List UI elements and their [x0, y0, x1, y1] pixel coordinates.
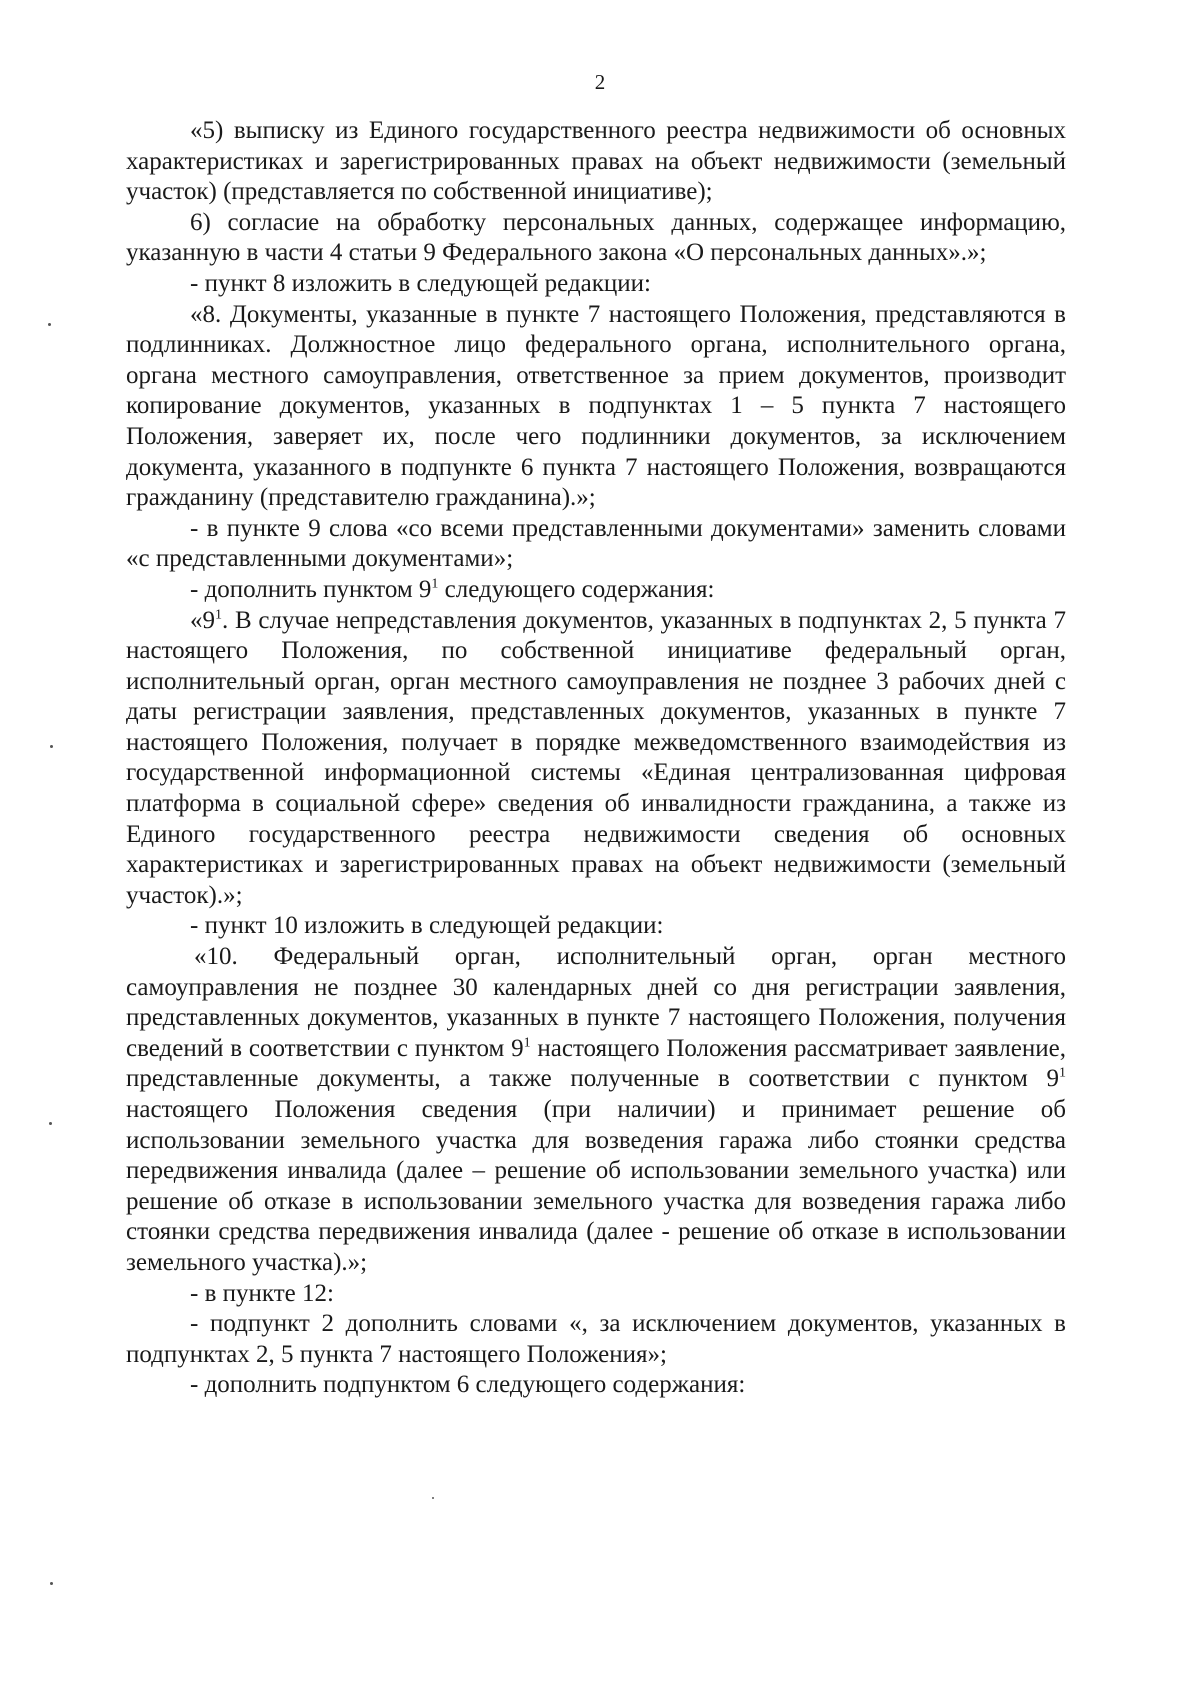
scan-artifact — [49, 1122, 52, 1125]
superscript: 1 — [523, 1035, 531, 1051]
paragraph-text: - дополнить пунктом 9 — [190, 575, 432, 603]
paragraph-amend-point-9: - в пункте 9 слова «со всеми представленными документами» заменить словами «с представленными документами»; — [126, 514, 1066, 573]
superscript: 1 — [1059, 1066, 1066, 1082]
paragraph-amend-point-12: - в пункте 12: — [190, 1279, 334, 1307]
superscript: 1 — [431, 576, 439, 592]
paragraph-add-subpoint-6: - дополнить подпунктом 6 следующего содержания: — [190, 1371, 746, 1399]
paragraph-text: настоящего Положения рассматривает заявление, представленные документы, а также полученные в соответствии с пунктом 9 — [126, 1034, 1066, 1093]
paragraph-item-6-consent: 6) согласие на обработку персональных данных, содержащее информацию, указанную в части 4 статьи 9 Федерального закона «О персональных данных».»; — [126, 208, 1066, 267]
paragraph-amend-point-8: - пункт 8 изложить в следующей редакции: — [190, 269, 651, 297]
paragraph-text: «10. Федеральный орган, исполнительный орган, орган местного самоуправления не позднее 30 календарных дней со дня регистрации заявления, представленных документов, указанных в пункте 7 настоящего Положения, получения сведений в соответствии с пунктом 9 — [126, 943, 1066, 1062]
scan-artifact — [432, 1497, 434, 1499]
scan-artifact — [50, 745, 53, 748]
paragraph-amend-point-10: - пункт 10 изложить в следующей редакции: — [190, 912, 664, 940]
paragraph-add-point-9-1 — [126, 575, 1066, 606]
paragraph-item-5-extract: «5) выписку из Единого государственного реестра недвижимости об основных характеристиках и зарегистрированных правах на объект недвижимости (земельный участок) (представляется по собственной инициативе); — [126, 117, 1066, 206]
page-number: 2 — [594, 70, 606, 94]
paragraph-subpoint-2: - подпункт 2 дополнить словами «, за исключением документов, указанных в подпунктах 2, 5 пункта 7 настоящего Положения»; — [126, 1310, 1066, 1368]
paragraph-text: следующего содержания: — [438, 575, 715, 603]
paragraph-point-10-text — [126, 942, 1066, 1279]
paragraph-text: . В случае непредставления документов, указанных в подпунктах 2, 5 пункта 7 настоящего Положения, по собственной инициативе федеральный орган, исполнительный орган, орган местного самоуправления не позднее 3 рабочих дней с даты регистрации заявления, представленных документов, указанных в пункте 7 настоящего Положения, получает в порядке межведомственного взаимодействия из государственной информационной системы «Единая централизованная цифровая платформа в социальной сфере» сведения об инвалидности гражданина, а также из Единого государственного реестра недвижимости сведения об основных характеристиках и зарегистрированных правах на объект недвижимости (земельный участок).»; — [126, 606, 1066, 909]
scan-artifact — [50, 1582, 53, 1585]
paragraph-text: настоящего Положения сведения (при наличии) и принимает решение об использовании земельного участка для возведения гаража либо стоянки средства передвижения инвалида (далее – решение об использовании земельного участка) или решение об отказе в использовании земельного участка для возведения гаража либо стоянки средства передвижения инвалида (далее - решение об отказе в использовании земельного участка).»; — [126, 1096, 1066, 1276]
document-body — [126, 116, 1066, 1401]
paragraph-point-8-text: «8. Документы, указанные в пункте 7 настоящего Положения, представляются в подлинниках. Должностное лицо федерального органа, исполнительного органа, органа местного самоуправления, ответственное за прием документов, производит копирование документов, указанных в подпунктах 1 – 5 пункта 7 настоящего Положения, заверяет их, после чего подлинники документов, за исключением документа, указанного в подпункте 6 пункта 7 настоящего Положения, возвращаются гражданину (представителю гражданина).»; — [126, 300, 1066, 512]
scan-artifact — [48, 323, 51, 326]
paragraph-text: «9 — [190, 606, 215, 634]
superscript: 1 — [215, 607, 222, 623]
paragraph-point-9-1-text — [126, 606, 1066, 912]
